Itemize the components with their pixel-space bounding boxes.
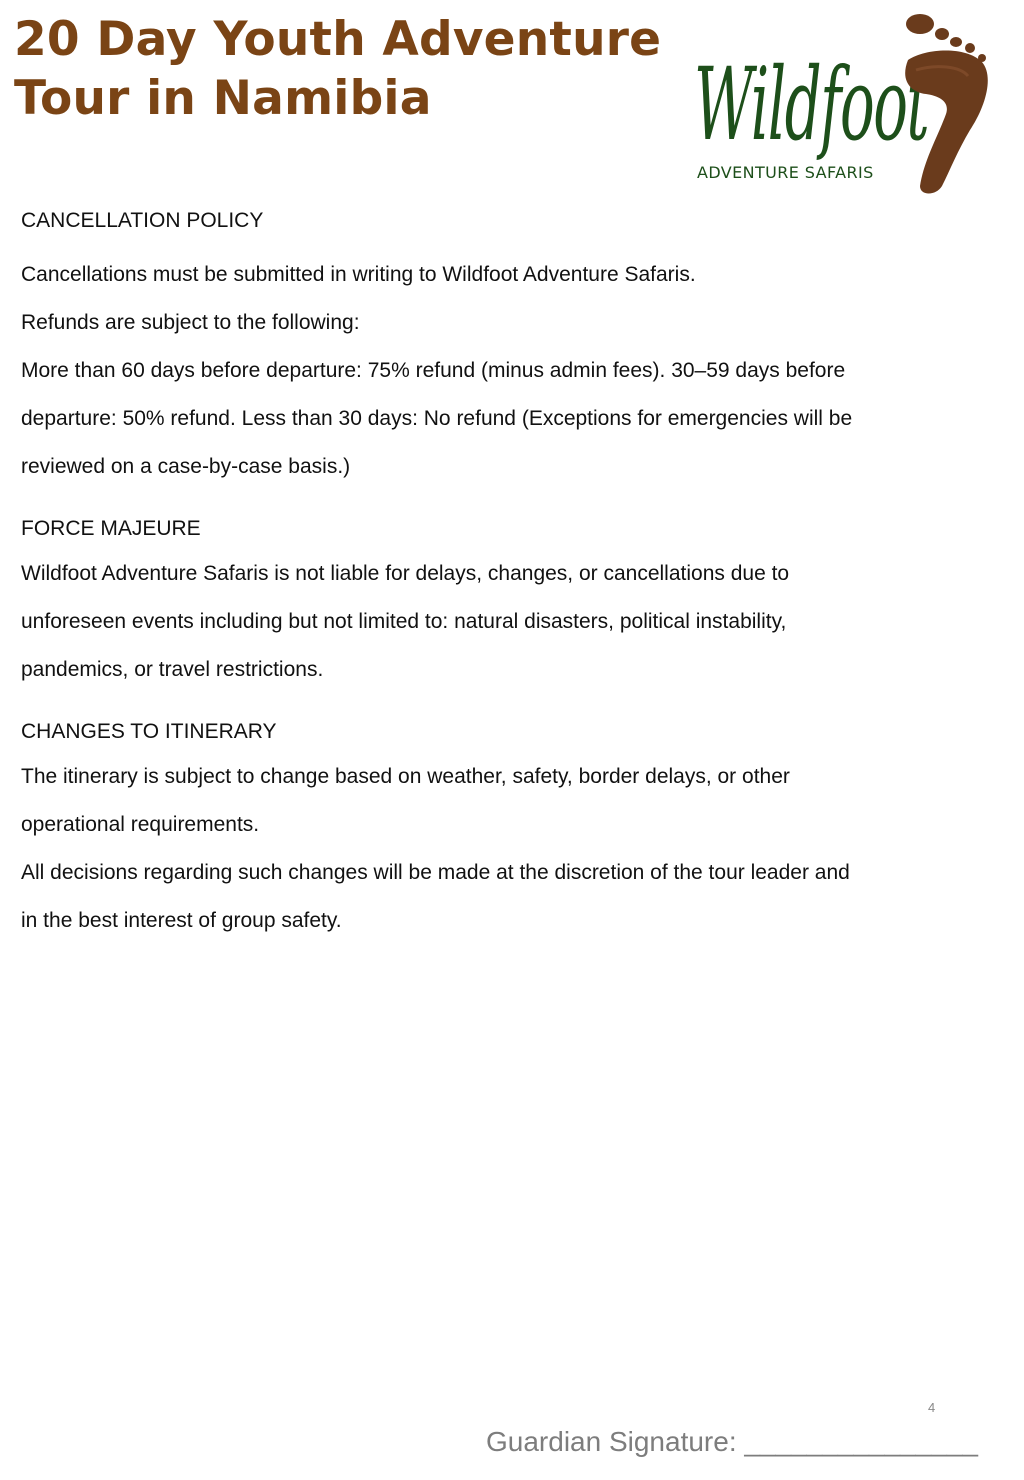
force-majeure-heading: FORCE MAJEURE (21, 517, 201, 540)
itinerary-heading: CHANGES TO ITINERARY (21, 720, 277, 743)
guardian-signature-line: Guardian Signature: _______________ (486, 1426, 978, 1457)
force-majeure-line-3: pandemics, or travel restrictions. (21, 658, 324, 681)
logo-wordmark: Wildfoot (694, 46, 929, 163)
title-line-1: 20 Day Youth Adventure (14, 12, 662, 67)
itinerary-line-4: in the best interest of group safety. (21, 909, 342, 932)
force-majeure-line-1: Wildfoot Adventure Safaris is not liable for delays, changes, or cancellations due to (21, 562, 790, 585)
cancellation-line-3: More than 60 days before departure: 75% refund (minus admin fees). 30–59 days before (21, 359, 846, 382)
itinerary-line-2: operational requirements. (21, 813, 260, 836)
footprint-icon (886, 10, 996, 196)
page-number: 4 (928, 1400, 936, 1415)
cancellation-heading: CANCELLATION POLICY (21, 209, 264, 232)
cancellation-line-5: reviewed on a case-by-case basis.) (21, 455, 351, 478)
title-line-2: Tour in Namibia (14, 71, 432, 126)
cancellation-line-1: Cancellations must be submitted in writing to Wildfoot Adventure Safaris. (21, 263, 696, 286)
force-majeure-line-2: unforeseen events including but not limited to: natural disasters, political instability, (21, 610, 787, 633)
document-body (21, 200, 996, 945)
wildfoot-logo (690, 10, 1000, 196)
cancellation-line-2: Refunds are subject to the following: (21, 311, 360, 334)
logo-subtitle: ADVENTURE SAFARIS (697, 163, 874, 182)
itinerary-line-3: All decisions regarding such changes will be made at the discretion of the tour leader and (21, 861, 850, 884)
page-title (14, 10, 662, 128)
cancellation-line-4: departure: 50% refund. Less than 30 days: No refund (Exceptions for emergencies will be (21, 407, 853, 430)
itinerary-line-1: The itinerary is subject to change based on weather, safety, border delays, or other (21, 765, 790, 788)
